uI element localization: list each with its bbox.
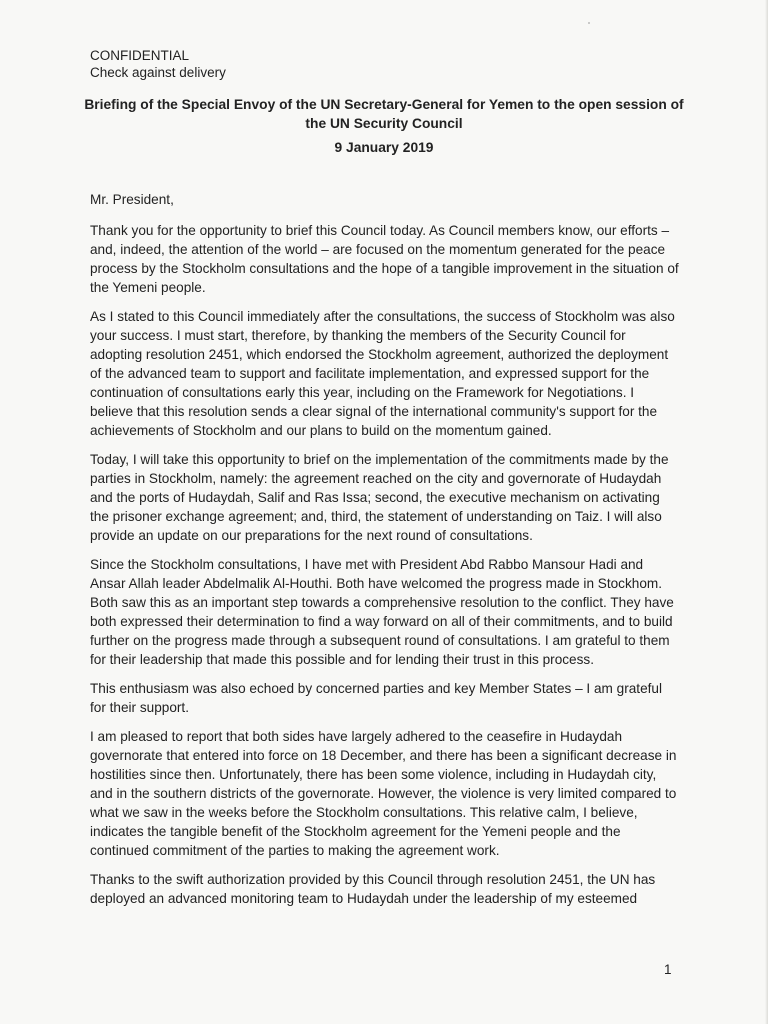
document-body (90, 190, 680, 918)
paragraph: Thanks to the swift authorization provided by this Council through resolution 2451, the UN has deployed an advanced monitoring team to Hudaydah under the leadership of my esteemed (90, 872, 656, 906)
paragraph: I am pleased to report that both sides have largely adhered to the ceasefire in Hudaydah governorate that entered into force on 18 December, and there has been a significant decrease in hostilities since then. Unfortunately, there has been some violence, including in Hudaydah city, and in the southern districts of the governorate. However, the violence is very limited compared to what we saw in the weeks before the Stockholm consultations. This relative calm, I believe, indicates the tangible benefit of the Stockholm agreement for the Yemeni people and the continued commitment of the parties to making the agreement work. (90, 729, 677, 858)
classification-label: CONFIDENTIAL (90, 48, 190, 63)
document-date: 9 January 2019 (334, 140, 434, 155)
paragraph: Thank you for the opportunity to brief this Council today. As Council members know, our efforts – and, indeed, the attention of the world – are focused on the momentum generated for the peace process by the Stockholm consultations and the hope of a tangible improvement in the situation of the Yemeni people. (90, 223, 679, 295)
delivery-note: Check against delivery (90, 65, 226, 80)
page-number: 1 (664, 962, 672, 977)
salutation: Mr. President, (90, 192, 174, 207)
scan-speck (588, 22, 590, 24)
paragraph: Today, I will take this opportunity to brief on the implementation of the commitments made by the parties in Stockholm, namely: the agreement reached on the city and governorate of Hudaydah and the ports of Hudaydah, Salif and Ras Issa; second, the executive mechanism on activating the prisoner exchange agreement; and, third, the statement of understanding on Taiz. I will also provide an update on our preparations for the next round of consultations. (90, 452, 669, 543)
paragraph: This enthusiasm was also echoed by concerned parties and key Member States – I am grateful for their support. (90, 681, 662, 715)
paragraph: As I stated to this Council immediately after the consultations, the success of Stockholm was also your success. I must start, therefore, by thanking the members of the Security Council for adopting resolution 2451, which endorsed the Stockholm agreement, authorized the deployment of the advanced team to support and facilitate implementation, and expressed support for the continuation of consultations early this year, including on the Framework for Negotiations. I believe that this resolution sends a clear signal of the international community's support for the achievements of Stockholm and our plans to build on the momentum gained. (90, 309, 675, 438)
document-title: Briefing of the Special Envoy of the UN Secretary-General for Yemen to the open session of the UN Security Council (84, 97, 684, 131)
paragraph: Since the Stockholm consultations, I have met with President Abd Rabbo Mansour Hadi and Ansar Allah leader Abdelmalik Al-Houthi. Both have welcomed the progress made in Stockhom. Both saw this as an important step towards a comprehensive resolution to the conflict. They have both expressed their determination to find a way forward on all of their commitments, and to build further on the progress made through a subsequent round of consultations. I am grateful to them for their leadership that made this possible and for lending their trust in this process. (90, 557, 674, 667)
header-block (90, 47, 226, 81)
